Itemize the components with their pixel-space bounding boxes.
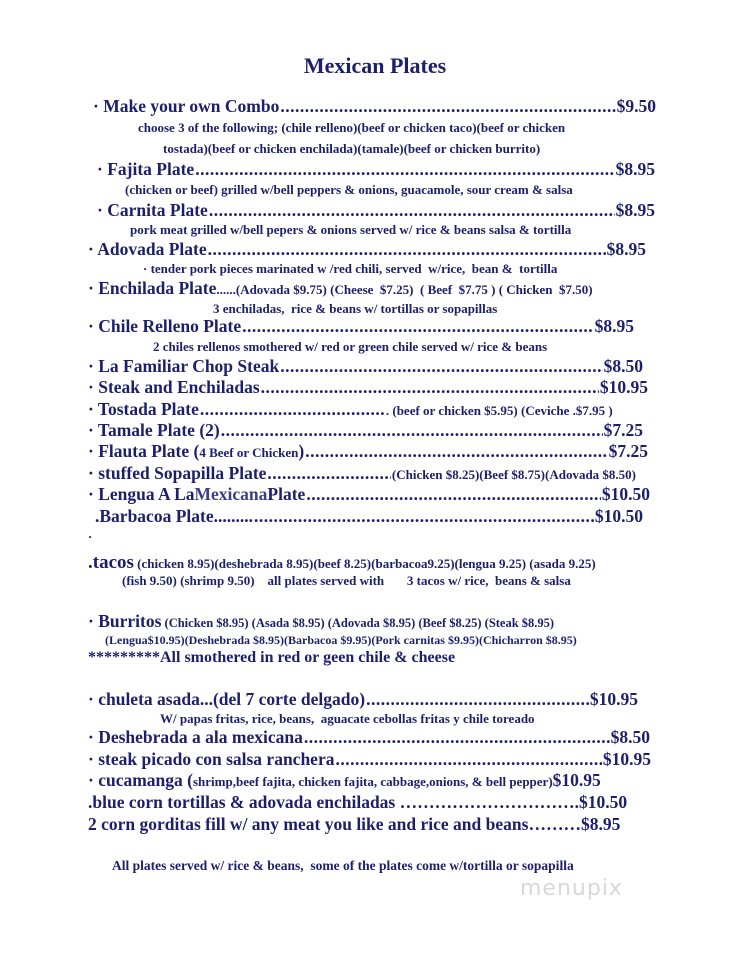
item-price: $8.95 <box>580 814 621 834</box>
item-options: ......(Adovada $9.75) (Cheese $7.25) ( Beef $7.75 ) ( Chicken $7.50) <box>216 282 593 297</box>
item-name: · Flauta Plate ( <box>88 441 200 461</box>
item-options: (Lengua$10.95)(Deshebrada $8.95)(Barbacoa $9.95)(Pork carnitas $9.95)(Chicharron $8.95) <box>105 633 577 647</box>
item-note: 4 Beef or Chicken <box>199 445 299 460</box>
leader-dots <box>261 379 599 397</box>
item-price: $10.50 <box>594 506 643 526</box>
item-price: $10.95 <box>589 689 638 709</box>
item-desc: 2 chiles rellenos smothered w/ red or green chile served w/ rice & beans <box>153 339 548 354</box>
leader-dots <box>366 691 589 709</box>
item-note: *********All smothered in red or geen chile & cheese <box>88 649 456 666</box>
leader-dots <box>209 202 615 220</box>
leader-dots <box>304 729 610 747</box>
item-desc: (fish 9.50) (shrimp 9.50) all plates served with 3 tacos w/ rice, beans & salsa <box>122 573 571 588</box>
item-desc: · tender pork pieces marinated w /red chili, served w/rice, bean & tortilla <box>143 261 558 276</box>
paren: ) <box>298 441 305 461</box>
menu-item-deshebrada <box>88 729 650 747</box>
item-desc: (chicken or beef) grilled w/bell peppers & onions, guacamole, sour cream & salsa <box>125 182 573 197</box>
item-price: $10.95 <box>602 749 651 769</box>
item-name: · Tostada Plate <box>88 399 199 419</box>
item-desc: 3 enchiladas, rice & beans w/ tortillas or sopapillas <box>213 301 498 316</box>
leader-dots <box>242 318 594 336</box>
item-price: $10.95 <box>599 377 648 397</box>
menu-item-steak-picado <box>88 751 651 769</box>
item-desc: tostada)(beef or chicken enchilada)(tamale)(beef or chicken burrito) <box>163 141 541 156</box>
item-name: · Steak and Enchiladas <box>88 377 260 397</box>
leader-dots <box>280 358 602 376</box>
item-name: · La Familiar Chop Steak <box>88 356 280 376</box>
item-name: · steak picado con salsa ranchera <box>88 749 335 769</box>
leader-dots <box>280 98 615 116</box>
item-name: · Chile Relleno Plate <box>88 316 242 336</box>
menu-item-cucamanga <box>88 772 655 790</box>
item-price: $8.50 <box>603 356 643 376</box>
item-name: .blue corn tortillas & adovada enchiladas <box>88 792 400 812</box>
menu-item-chuleta <box>88 691 638 709</box>
menu-item-burritos <box>88 613 554 631</box>
leader-dots <box>221 422 603 440</box>
menu-item-lengua <box>88 486 650 504</box>
item-price: $10.95 <box>552 770 601 790</box>
item-price: $7.25 <box>608 441 648 461</box>
leader-dots: ……… <box>528 814 581 834</box>
item-name: · Enchilada Plate <box>88 278 217 298</box>
item-price: $9.50 <box>616 96 656 116</box>
item-price: $7.25 <box>603 420 643 440</box>
leader-dots <box>305 443 607 461</box>
menu-item-chop-steak <box>88 358 643 376</box>
leader-dots <box>195 161 614 179</box>
menu-item-tostada <box>88 401 652 419</box>
item-price: $8.95 <box>594 316 634 336</box>
item-name: .tacos <box>88 552 134 573</box>
page-title: Mexican Plates <box>303 53 447 78</box>
item-desc: pork meat grilled w/bell pepers & onions served w/ rice & beans salsa & tortilla <box>130 222 572 237</box>
menu-item-sopapilla <box>88 465 636 483</box>
item-name: 2 corn gorditas fill w/ any meat you like and rice and beans <box>88 814 529 834</box>
item-options: (Chicken $8.25)(Beef $8.75)(Adovada $8.50) <box>391 467 636 482</box>
item-name: .Barbacoa Plate......... <box>95 506 253 526</box>
item-options: . (beef or chicken $5.95) (Ceviche .$7.95 ) <box>385 403 613 418</box>
menu-item-blue-corn <box>88 794 627 812</box>
item-price: $10.50 <box>601 484 650 504</box>
leader-dots <box>254 508 594 526</box>
item-price: $8.95 <box>615 159 655 179</box>
footer-note: All plates served w/ rice & beans, some of the plates come w/tortilla or sopapilla <box>112 858 574 873</box>
menu-item-tacos <box>88 553 596 572</box>
item-name: · Deshebrada a ala mexicana <box>88 727 303 747</box>
menu-item-chile-relleno <box>88 318 634 336</box>
item-name: · cucamanga ( <box>88 770 193 790</box>
item-desc: W/ papas fritas, rice, beans, aguacate cebollas fritas y chile toreado <box>160 711 535 726</box>
item-name: · Burritos <box>88 611 162 631</box>
bullet: · <box>88 529 93 544</box>
leader-dots <box>306 486 601 504</box>
item-name: · Lengua A La <box>88 484 195 504</box>
item-note: shrimp,beef fajita, chicken fajita, cabbage,onions, & bell pepper) <box>193 774 553 789</box>
menu-item-flauta <box>88 443 648 461</box>
menu-item-tamale <box>88 422 643 440</box>
leader-dots <box>267 465 390 483</box>
item-price: $8.95 <box>606 239 646 259</box>
menu-item-gorditas <box>88 816 620 834</box>
item-name: · stuffed Sopapilla Plate <box>88 463 267 483</box>
menu-item-enchilada <box>88 280 593 298</box>
leader-dots <box>335 751 601 769</box>
leader-dots <box>200 401 385 419</box>
menu-item-fajita <box>97 161 655 179</box>
item-name: · Make your own Combo <box>93 96 280 116</box>
item-name: · Tamale Plate (2) <box>88 420 220 440</box>
leader-dots <box>208 241 606 259</box>
item-name: Mexicana <box>194 484 268 504</box>
item-desc: choose 3 of the following; (chile relleno)(beef or chicken taco)(beef or chicken <box>138 120 566 135</box>
menu-item-steak-enchiladas <box>88 379 648 397</box>
menu-item-barbacoa <box>95 508 643 526</box>
item-options: (Chicken $8.95) (Asada $8.95) (Adovada $8.95) (Beef $8.25) (Steak $8.95) <box>161 616 555 630</box>
menu-item-adovada <box>88 241 646 259</box>
item-price: $10.50 <box>579 792 628 812</box>
item-name: · Adovada Plate <box>88 239 207 259</box>
item-price: $8.50 <box>610 727 650 747</box>
item-name: · chuleta asada...(del 7 corte delgado) <box>88 689 366 709</box>
item-name: Plate <box>267 484 306 504</box>
menu-item-combo <box>93 98 656 116</box>
menu-item-carnita <box>97 202 655 220</box>
item-name: · Carnita Plate <box>97 200 208 220</box>
item-options: (chicken 8.95)(deshebrada 8.95)(beef 8.25)(barbacoa9.25)(lengua 9.25) (asada 9.25) <box>133 556 596 571</box>
item-price: $8.95 <box>615 200 655 220</box>
watermark-logo: menupix <box>520 876 623 901</box>
item-name: · Fajita Plate <box>97 159 195 179</box>
leader-dots: …………………………. <box>399 792 579 812</box>
